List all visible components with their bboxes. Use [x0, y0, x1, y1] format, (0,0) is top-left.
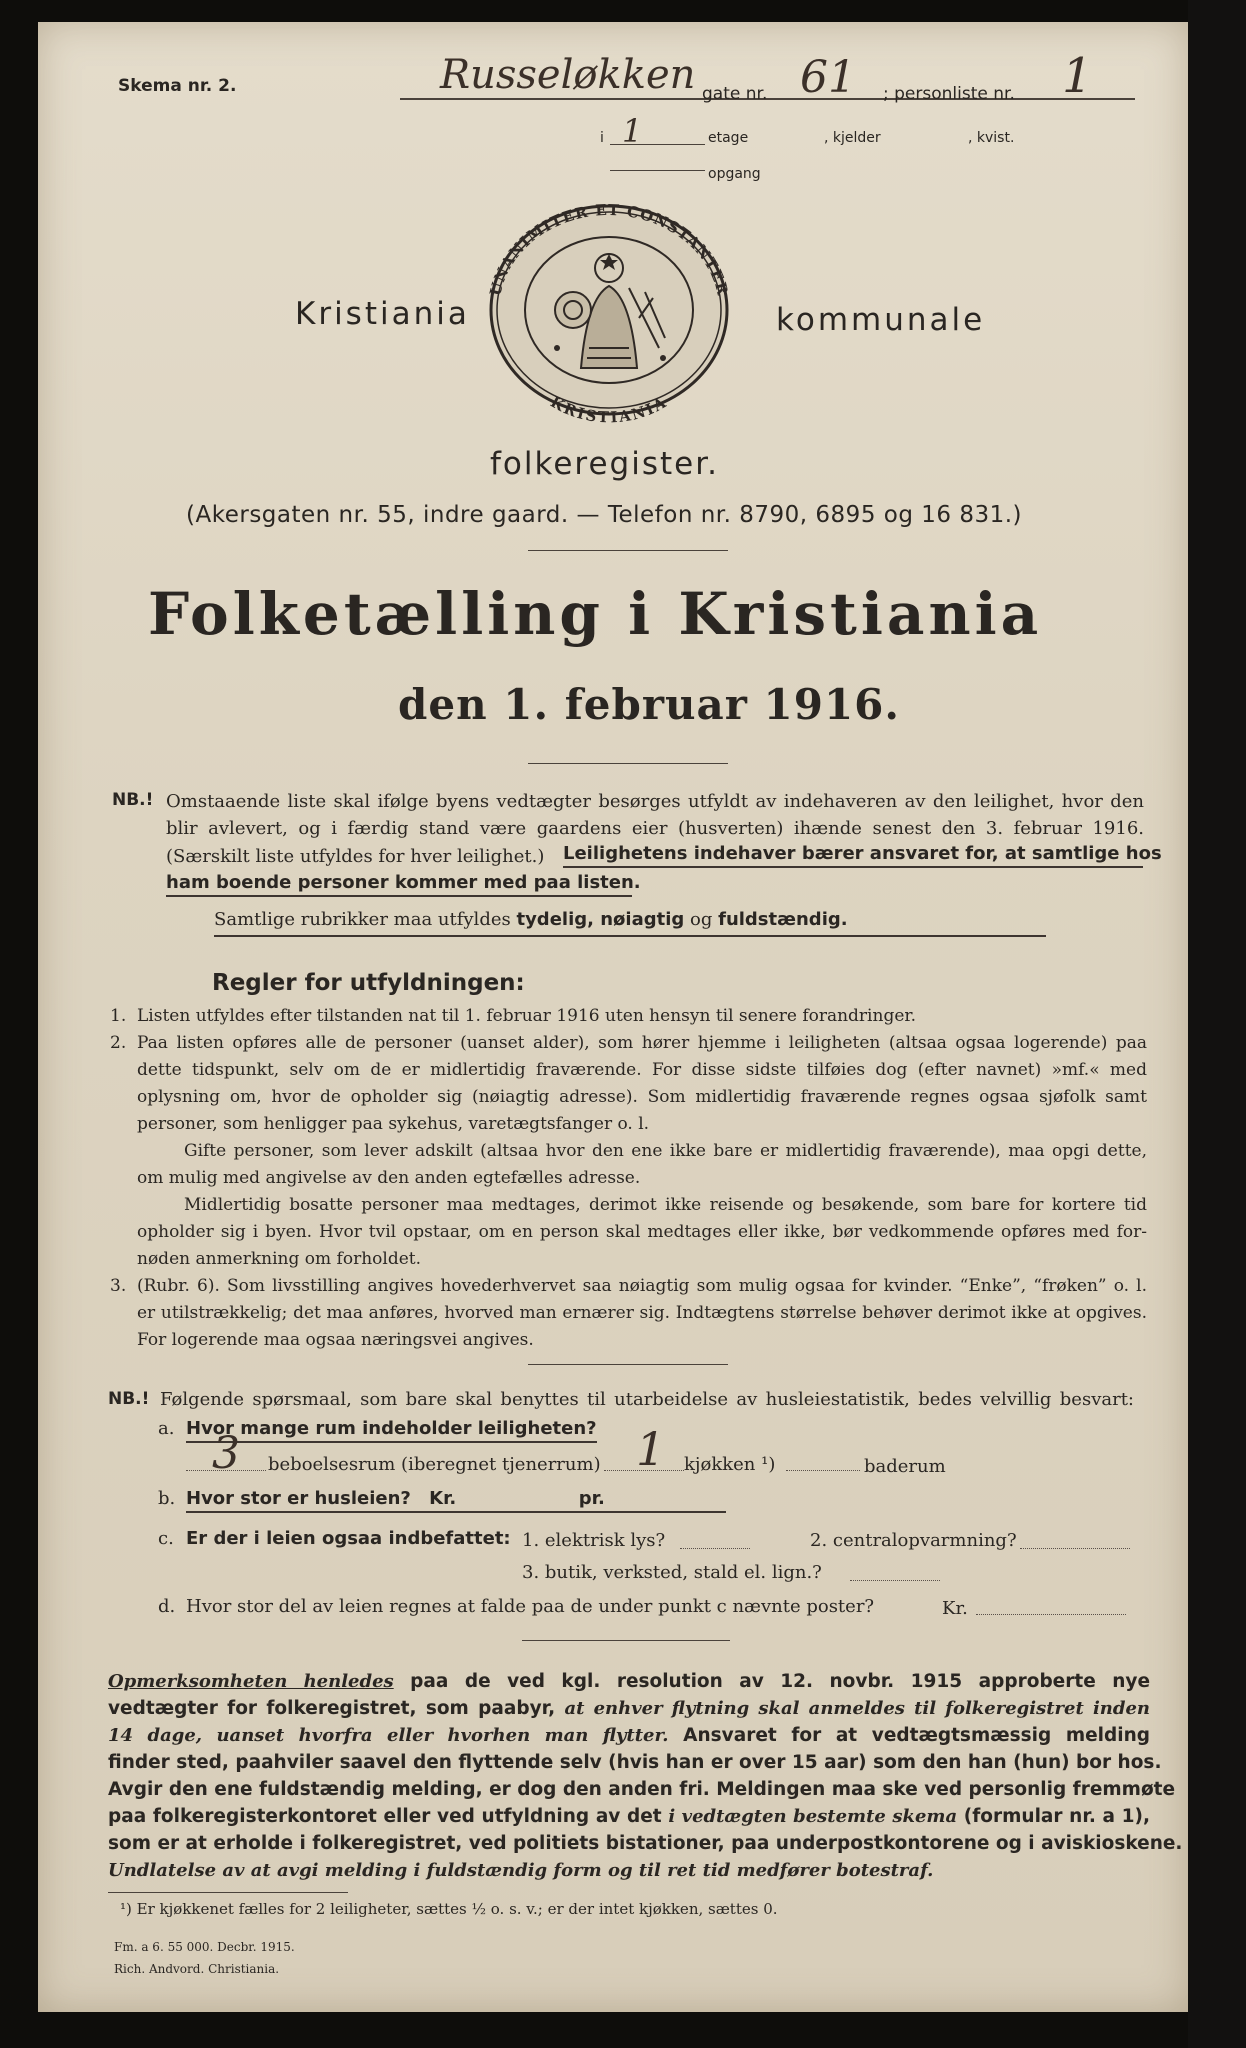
rule-2-line9: nøden anmerkning om forholdet.	[137, 1249, 422, 1269]
rule-3-line3: For logerende maa ogsaa næringsvei angives.	[137, 1330, 534, 1350]
question-d-letter: d.	[158, 1596, 176, 1617]
notice-line2a: vedtægter for folkeregistret, som paabyr,	[108, 1698, 556, 1719]
printer-imprint-line2: Rich. Andvord. Christiania.	[114, 1962, 280, 1976]
question-b-letter: b.	[158, 1488, 176, 1509]
notice-line3b: Ansvaret for at vedtægtsmæssig melding	[683, 1725, 1150, 1746]
svg-text:KRISTIANIA: KRISTIANIA	[547, 392, 671, 423]
question-a-text: Hvor mange rum indeholder leiligheten?	[186, 1418, 597, 1443]
rooms-label: beboelsesrum (iberegnet tjenerrum)	[268, 1454, 601, 1475]
rule-1-number: 1.	[110, 1006, 127, 1026]
kitchen-label: kjøkken ¹)	[684, 1454, 776, 1475]
rent-kr-label: Kr.	[429, 1488, 457, 1509]
rule-3-number: 3.	[110, 1276, 127, 1296]
rule-2-line7: Midlertidig bosatte personer maa medtages, derimot ikke reisende og besøkende, som bare for kortere tid	[184, 1195, 1147, 1215]
nb1-and: og	[690, 909, 713, 930]
notice-line4: finder sted, paahviler saavel den flyttende selv (hvis han er over 15 aar) som den han (hun) bor hos.	[108, 1752, 1162, 1773]
rule-2-line3: oplysning om, hvor de opholder sig (nøiagtig adresse). Som midlertidig fraværende regnes ogsaa sjøfolk samt	[137, 1087, 1147, 1107]
footnote-kitchen: ¹) Er kjøkkenet fælles for 2 leiligheter, sættes ½ o. s. v.; er der intet kjøkken, sættes 0.	[120, 1900, 778, 1918]
nb1-line1: Omstaaende liste skal ifølge byens vedtægter besørges utfyldt av indehaveren av den leilighet, hvor den	[166, 791, 1144, 812]
notice-line8: Undlatelse av at avgi melding i fuldstændig form og til ret tid medfører botestraf.	[108, 1860, 934, 1881]
notice-line2b: at enhver flytning skal anmeldes til folkeregistret inden	[564, 1698, 1151, 1719]
rule-2-number: 2.	[110, 1033, 127, 1053]
masthead-kristiania: Kristiania	[295, 296, 470, 332]
kvist-label: , kvist.	[968, 130, 1015, 146]
printer-imprint-line1: Fm. a 6. 55 000. Decbr. 1915.	[114, 1940, 295, 1954]
nb1-responsibility: Leilighetens indehaver bærer ansvaret for, at samtlige hos	[563, 843, 1143, 868]
notice-line5: Avgir den ene fuldstændig melding, er dog den anden fri. Meldingen maa ske ved personlig fremmøte	[108, 1779, 1176, 1800]
personliste-label: ; personliste nr.	[883, 84, 1015, 104]
rule-1-text: Listen utfyldes efter tilstanden nat til 1. februar 1916 uten hensyn til senere forandringer.	[137, 1006, 917, 1026]
kjelder-label: , kjelder	[824, 130, 881, 146]
masthead-folkeregister: folkeregister.	[490, 446, 719, 482]
personliste-number-handwritten: 1	[1062, 48, 1093, 104]
nb-label-1: NB.!	[112, 790, 154, 810]
rules-heading: Regler for utfyldningen:	[212, 970, 525, 996]
nb-label-2: NB.!	[108, 1389, 150, 1409]
option-central-heating: 2. centralopvarmning?	[810, 1530, 1017, 1551]
title-date: den 1. februar 1916.	[398, 680, 901, 729]
nb2-intro: Følgende spørsmaal, som bare skal benyttes til utarbeidelse av husleiestatistik, bedes velvillig besvart:	[160, 1389, 1134, 1410]
page-binding-edge	[1188, 0, 1246, 2048]
notice-line1: paa de ved kgl. resolution av 12. novbr. 1915 approberte nye	[410, 1671, 1150, 1692]
i-label: i	[600, 130, 604, 146]
nb1-line2: blir avlevert, og i færdig stand være gaardens eier (husverten) ihænde senest den 3. februar 1916.	[166, 818, 1144, 839]
rule-2-line5: Gifte personer, som lever adskilt (altsaa hvor den ene ikke bare er midlertidig fraværende), maa opgi dette,	[184, 1141, 1147, 1161]
rule-2-line6: om mulig med angivelse av den anden egtefælles adresse.	[137, 1168, 641, 1188]
nb1-precisely: tydelig, nøiagtig	[516, 909, 685, 930]
option-electric-light: 1. elektrisk lys?	[522, 1530, 666, 1551]
rule-2-line2: dette tidspunkt, selv om de er midlertidig fraværende. For disse sidste tilføies dog (efter navnet) »mf.« med	[137, 1060, 1147, 1080]
kitchen-count-handwritten: 1	[636, 1422, 666, 1476]
question-b-text: Hvor stor er husleien?	[186, 1488, 411, 1509]
notice-line7: som er at erholde i folkeregistret, ved politiets bistationer, paa underpostkontorene og i aviskioskene.	[108, 1833, 1183, 1854]
rule-2-line4: personer, som henligger paa sykehus, varetægtsfanger o. l.	[137, 1114, 650, 1134]
notice-line6c: (formular nr. a 1),	[963, 1806, 1150, 1827]
gate-label: gate nr.	[702, 84, 768, 104]
nb1-line3a: (Særskilt liste utfyldes for hver leilighet.)	[166, 846, 545, 867]
etage-label: etage	[708, 130, 749, 146]
question-d-kr: Kr.	[942, 1598, 968, 1619]
rooms-count-handwritten: 3	[212, 1428, 240, 1479]
street-name-handwritten: Russeløkken	[440, 52, 696, 98]
question-c-letter: c.	[158, 1528, 174, 1549]
notice-line6b: i vedtægten bestemte skema	[668, 1806, 958, 1827]
question-d-text: Hvor stor del av leien regnes at falde paa de under punkt c nævnte poster?	[186, 1596, 875, 1617]
question-c-text: Er der i leien ogsaa indbefattet:	[186, 1528, 511, 1549]
notice-attention: Opmerksomheten henledes	[108, 1671, 394, 1692]
opgang-label: opgang	[708, 166, 761, 182]
nb1-completely: fuldstændig.	[718, 909, 848, 930]
svg-text:UNANIMITER ET CONSTANTER: UNANIMITER ET CONSTANTER	[486, 200, 732, 298]
masthead-kommunale: kommunale	[776, 302, 986, 338]
nb1-all-fields: Samtlige rubrikker maa utfyldes	[214, 909, 511, 930]
question-a-letter: a.	[158, 1418, 175, 1439]
folkeregister-address: (Akersgaten nr. 55, indre gaard. — Telefon nr. 8790, 6895 og 16 831.)	[186, 502, 1023, 528]
main-title: Folketælling i Kristiania	[148, 580, 1043, 648]
rule-3-line1: (Rubr. 6). Som livsstilling angives hovederhvervet saa nøiagtig som mulig ogsaa for kvinder. “Enke”, “frøken” o. l.	[137, 1276, 1147, 1296]
skema-number: Skema nr. 2.	[118, 76, 237, 96]
etage-handwritten: 1	[622, 112, 643, 150]
city-seal-emblem	[469, 198, 749, 423]
option-shop-workshop: 3. butik, verksted, stald el. lign.?	[522, 1562, 822, 1583]
gate-number-handwritten: 61	[800, 52, 856, 103]
rent-per-label: pr.	[578, 1488, 605, 1509]
bathroom-label: baderum	[864, 1456, 946, 1477]
rule-3-line2: er utilstrækkelig; det maa anføres, hvorved man ernærer sig. Indtægtens størrelse behøver derimot ikke at opgives.	[137, 1303, 1147, 1323]
rule-2-line8: opholder sig i byen. Hvor tvil opstaar, om en person skal medtages eller ikke, bør vedkommende opføres med for-	[137, 1222, 1147, 1242]
notice-line3a: 14 dage, uanset hvorfra eller hvorhen man flytter.	[108, 1725, 669, 1746]
nb1-responsibility-cont: ham boende personer kommer med paa listen.	[166, 872, 632, 897]
notice-line6a: paa folkeregisterkontoret eller ved utfyldning av det	[108, 1806, 662, 1827]
rule-2-line1: Paa listen opføres alle de personer (uanset alder), som hører hjemme i leiligheten (altsaa ogsaa logerende) paa	[137, 1033, 1147, 1053]
